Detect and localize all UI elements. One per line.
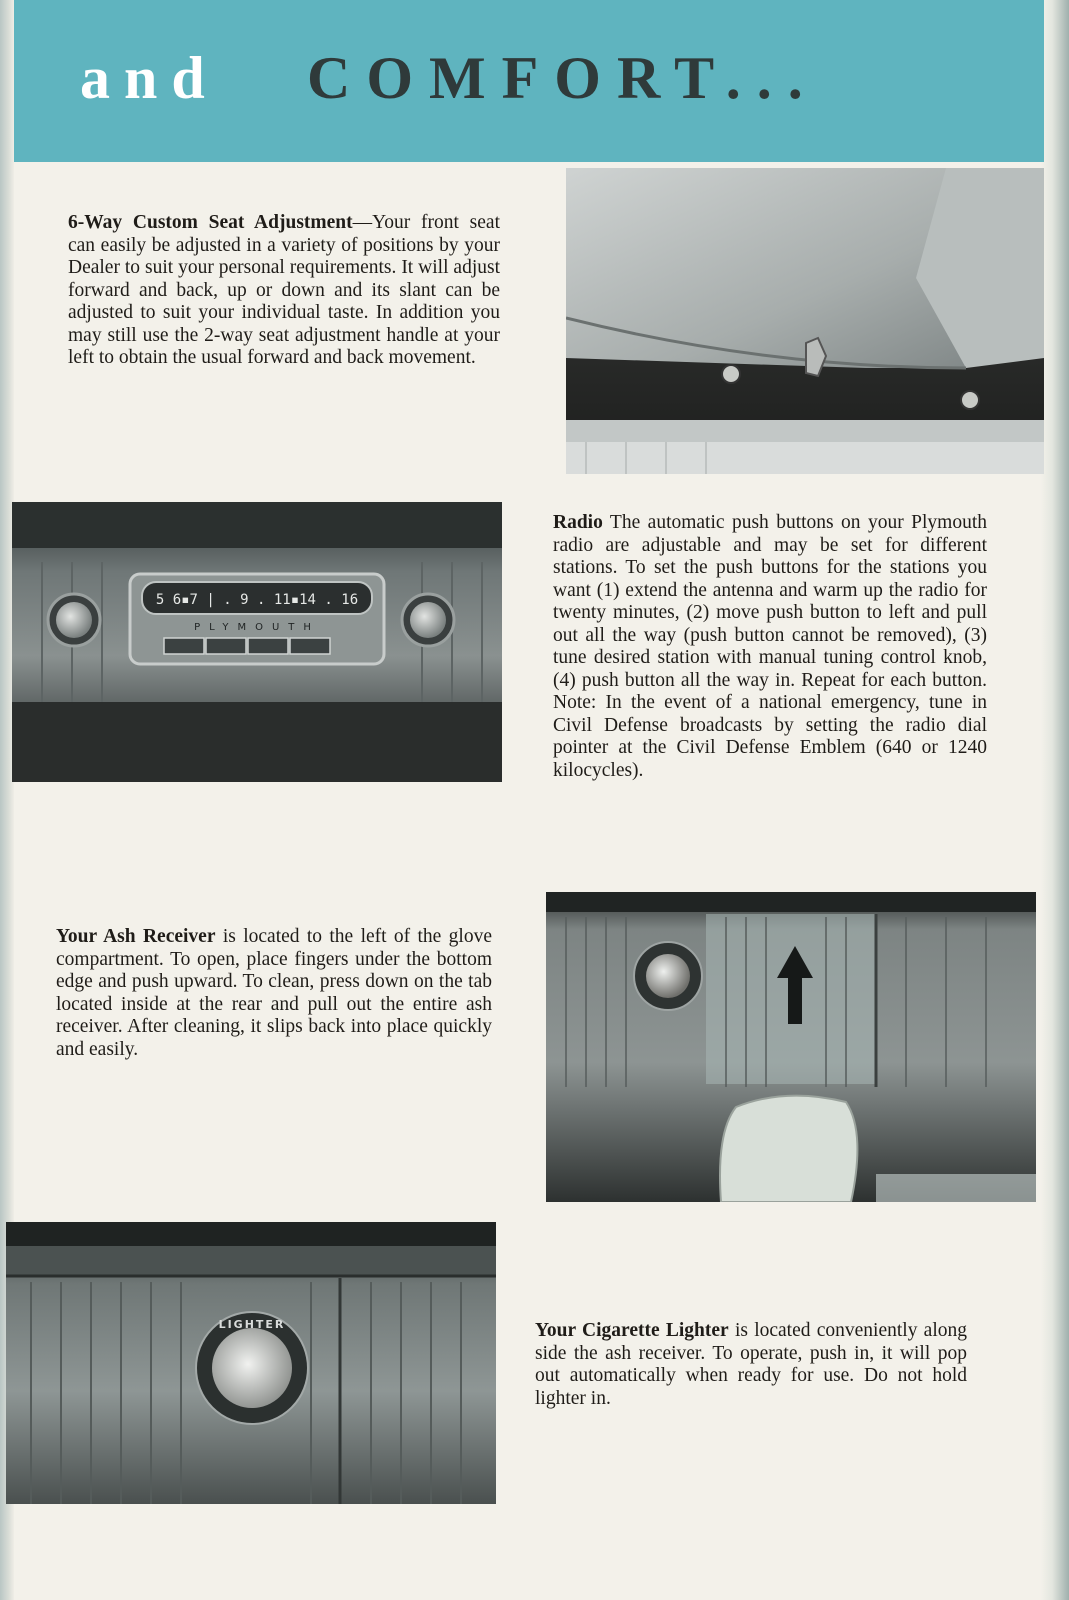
right-page-edge: [1041, 0, 1069, 1600]
radio-heading: Radio: [553, 512, 603, 533]
lighter-heading: Your Cigarette Lighter: [535, 1320, 729, 1341]
ash-receiver-heading: Your Ash Receiver: [56, 926, 216, 947]
lighter-body: is located conveniently along side the ash receiver. To operate, push in, it will pop out automatically when ready for use. Do not hold lighter in.: [535, 1320, 967, 1409]
ash-receiver-paragraph: [56, 926, 492, 1061]
radio-brand-label: PLYMOUTH: [194, 622, 320, 633]
seat-paragraph: [68, 212, 500, 370]
radio-photo: [12, 502, 502, 782]
seat-heading: 6-Way Custom Seat Adjustment: [68, 212, 353, 233]
radio-dial-numbers: 5 6▪7 | . 9 . 11▪14 . 16: [155, 592, 359, 608]
lighter-knob-label: LIGHTER: [218, 1318, 286, 1331]
seat-photo: [566, 168, 1044, 474]
seat-body: —Your front seat can easily be adjusted in a variety of positions by your Dealer to suit your personal requirements. It will adjust forward and back, up or down and its slant can be adjusted to suit your individual taste. In addition you may still use the 2-way seat adjustment handle at your left to obtain the usual forward and back movement.: [68, 212, 500, 368]
ash-receiver-body: is located to the left of the glove compartment. To open, place fingers under the bottom edge and push upward. To clean, press down on the tab located inside at the rear and pull out the entire ash receiver. After cleaning, it slips back into place quickly and easily.: [56, 926, 492, 1060]
lighter-paragraph: [535, 1320, 967, 1410]
ash-receiver-photo: [546, 892, 1036, 1202]
radio-paragraph: [553, 512, 987, 782]
header-band: [14, 0, 1044, 162]
radio-body: The automatic push buttons on your Plymouth radio are adjustable and may be set for different stations. To set the push buttons for the stations you want (1) extend the antenna and warm up the radio for twenty minutes, (2) move push button to left and pull out all the way (push button cannot be removed), (3) tune desired station with manual tuning control knob, (4) push button all the way in. Repeat for each button. Note: In the event of a national emergency, tune in Civil Defense broadcasts by setting the radio dial pointer at the Civil Defense Emblem (640 or 1240 kilocycles).: [553, 512, 987, 781]
lighter-photo: [6, 1222, 496, 1504]
header-word-comfort: COMFORT...: [307, 45, 819, 111]
header-word-and: and: [80, 45, 219, 111]
